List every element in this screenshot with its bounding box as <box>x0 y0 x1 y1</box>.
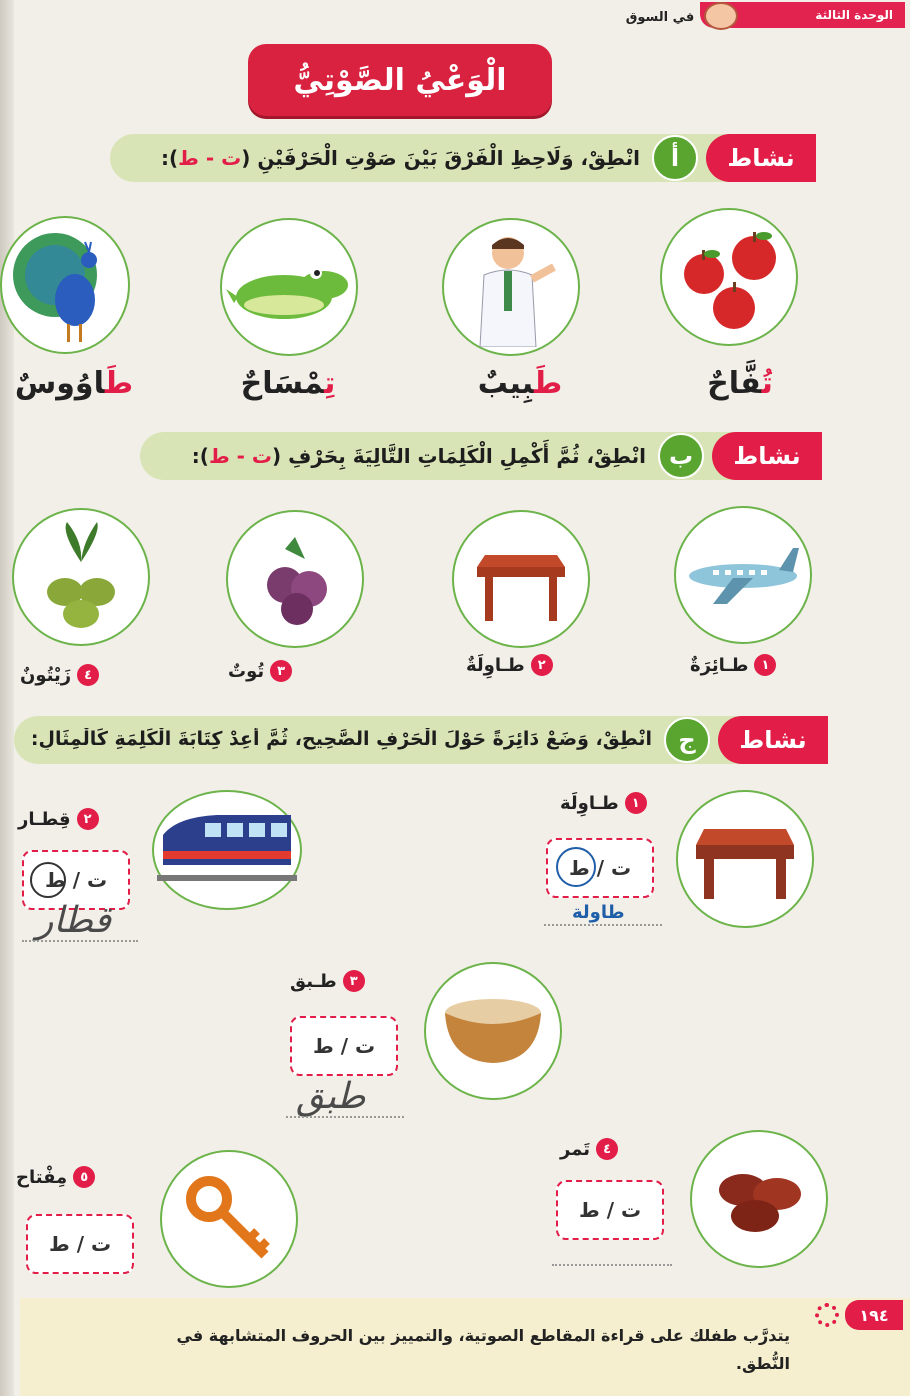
gear-icon <box>815 1303 839 1327</box>
key-icon <box>160 1150 298 1288</box>
berries-icon <box>226 510 364 648</box>
c-item-4-choice[interactable]: ت / ط <box>556 1180 664 1240</box>
answer-circle-mark <box>556 847 596 887</box>
activity-c-letter: ج <box>664 717 710 763</box>
table-icon <box>452 510 590 648</box>
activity-b-letter: ب <box>658 433 704 479</box>
dates-icon <box>690 1130 828 1268</box>
activity-c-instruction: انْطِقْ، وَضَعْ دَائِرَةً حَوْلَ الْحَرْفِ الصَّحِيحِ، ثُمَّ أَعِدْ كِتَابَةَ الْكَلِمَةِ كَالْمِثَالِ: <box>30 728 652 750</box>
airplane-icon <box>674 506 812 644</box>
train-icon <box>152 790 302 910</box>
page-title: الْوَعْيُ الصَّوْتِيُّ <box>248 44 552 116</box>
word-crocodile: تِمْسَاحٌ <box>240 366 336 401</box>
c-item-2-choice[interactable]: ت / ط <box>22 850 130 910</box>
b-item-1: ١ طـائِرَةٌ <box>690 654 776 676</box>
b-item-3: ٣ تُوتٌ <box>228 660 292 682</box>
apples-icon <box>660 208 798 346</box>
activity-b-instruction: انْطِقْ، ثُمَّ أَكْمِلِ الْكَلِمَاتِ التَّالِيَةَ بِحَرْفِ (ت - ط): <box>191 444 646 468</box>
bowl-icon <box>424 962 562 1100</box>
c-item-3-answer: طبق <box>296 1076 366 1117</box>
c-item-5-choice[interactable]: ت / ط <box>26 1214 134 1274</box>
c-item-2-label: ٢ قِطـار <box>18 808 99 830</box>
c-item-3-choice[interactable]: ت / ط <box>290 1016 398 1076</box>
c-item-1-label: ١ طـاوِلَة <box>560 792 647 814</box>
b-item-4: ٤ زَيْتُونٌ <box>20 664 99 686</box>
c-item-4-label: ٤ تَمر <box>560 1138 618 1160</box>
doctor-icon <box>442 218 580 356</box>
c-item-2-write-line[interactable] <box>22 940 138 942</box>
word-apples: تُفَّاحٌ <box>707 366 773 401</box>
answer-circle-mark <box>30 862 66 898</box>
c-item-1-choice[interactable]: ت / ط <box>546 838 654 898</box>
table-icon <box>676 790 814 928</box>
activity-b-label: نشاط <box>712 432 822 480</box>
mascot-icon <box>704 2 738 30</box>
word-peacock: طَاوُوسٌ <box>14 366 134 401</box>
activity-c-label: نشاط <box>718 716 828 764</box>
activity-a-label: نشاط <box>706 134 816 182</box>
c-item-5-label: ٥ مِفْتاح <box>16 1166 95 1188</box>
c-item-1-answer: طاولة <box>572 902 625 923</box>
activity-a-instruction: انْطِقْ، وَلَاحِظِ الْفَرْقَ بَيْنَ صَوْتِ الْحَرْفَيْنِ (ت - ط): <box>161 146 640 170</box>
c-item-2-answer: قطار <box>36 900 112 941</box>
peacock-icon <box>0 216 130 354</box>
crocodile-icon <box>220 218 358 356</box>
page-number: ١٩٤ <box>845 1300 903 1330</box>
page-edge <box>0 0 14 1396</box>
c-item-4-write-line[interactable] <box>552 1264 672 1266</box>
c-item-3-label: ٣ طـبق <box>290 970 365 992</box>
unit-title: الوحدة الثالثة <box>815 8 893 22</box>
b-item-2: ٢ طـاوِلَةٌ <box>466 654 553 676</box>
word-doctor: طَبِيبٌ <box>477 366 563 401</box>
olives-icon <box>12 508 150 646</box>
unit-subtitle: في السوق <box>625 9 695 25</box>
footer-note: يتدرَّب طفلك على قراءة المقاطع الصوتية، والتمييز بين الحروف المتشابهة في النُّطق. <box>176 1326 790 1373</box>
activity-a-letter: أ <box>652 135 698 181</box>
c-item-3-write-line[interactable] <box>286 1116 404 1118</box>
c-item-1-write-line[interactable] <box>544 924 662 926</box>
